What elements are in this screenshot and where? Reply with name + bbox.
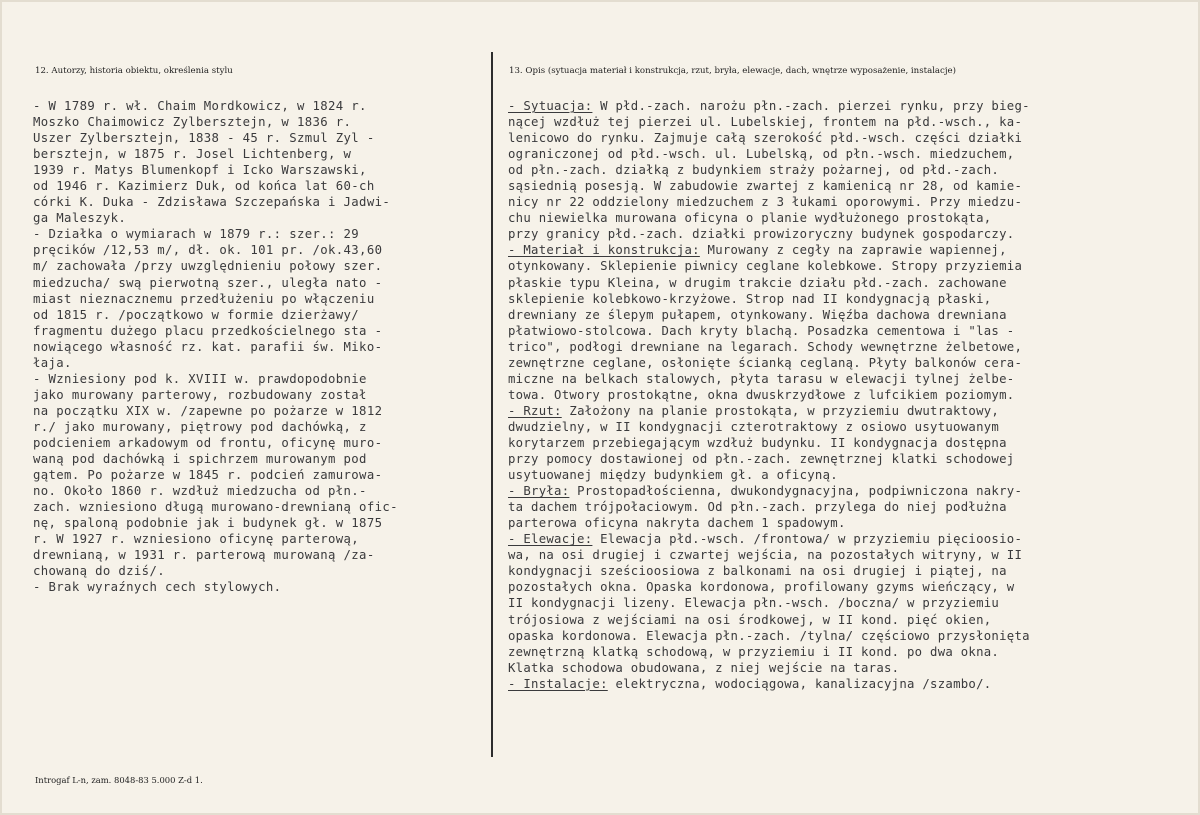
section-heading: - Materiał i konstrukcja: — [508, 243, 700, 258]
description-text-line — [508, 515, 1030, 531]
description-text: przy granicy płd.-zach. działki prowizoryczny budynek gospodarczy. — [508, 227, 1015, 242]
description-text: trico", podłogi drewniane na legarach. Schody wewnętrzne żelbetowe, — [508, 339, 1023, 354]
history-text-line: - Wzniesiony pod k. XVIII w. prawdopodobnie — [33, 371, 367, 386]
history-text-line: jako murowany parterowy, rozbudowany został — [33, 387, 367, 402]
description-text: płatwiowo-stolcowa. Dach kryty blachą. Posadzka cementowa i "las - — [508, 323, 1015, 338]
description-text-line — [508, 178, 1030, 194]
description-text-line — [508, 595, 1030, 611]
description-text-line — [508, 275, 1030, 291]
description-text-line — [508, 483, 1030, 499]
description-text: lenicowo do rynku. Zajmuje całą szerokość płd.-wsch. części działki — [508, 131, 1023, 146]
section-13-header: 13. Opis (sytuacja materiał i konstrukcja, rzut, bryła, elewacje, dach, wnętrze wyposażenie, instalacje) — [509, 66, 956, 76]
description-text: płaskie typu Kleina, w drugim trakcie działu płd.-zach. zachowane — [508, 275, 1007, 290]
description-text-line — [508, 130, 1030, 146]
description-text: usytuowanej między budynkiem gł. a oficyną. — [508, 468, 838, 483]
description-text: ograniczonej od płd.-wsch. ul. Lubelską, od płn.-wsch. miedzuchem, — [508, 147, 1015, 162]
description-text-line — [508, 291, 1030, 307]
description-text-line — [508, 146, 1030, 162]
description-text: trójosiowa z wejściami na osi środkowej, w II kond. pięć okien, — [508, 612, 992, 627]
description-text-line — [508, 242, 1030, 258]
description-text-line — [508, 579, 1030, 595]
description-text-line — [508, 162, 1030, 178]
history-text-line: m/ zachowała /przy uwzględnieniu połowy szer. — [33, 259, 383, 274]
history-text-line: - W 1789 r. wł. Chaim Mordkowicz, w 1824 r. — [33, 99, 367, 113]
history-text-line: miedzucha/ swą pierwotną szer., uległa nato - — [33, 275, 383, 290]
history-text-line: od 1946 r. Kazimierz Duk, od końca lat 60-ch — [33, 179, 375, 194]
section-heading: - Elewacje: — [508, 532, 593, 547]
section-heading: - Rzut: — [508, 403, 562, 418]
description-text-line — [508, 419, 1030, 435]
description-text-line — [508, 307, 1030, 323]
history-text-line: Moszko Chaimowicz Zylbersztejn, w 1836 r. — [33, 115, 352, 130]
description-text-column — [508, 98, 1030, 692]
section-12-header: 12. Autorzy, historia obiektu, określenia stylu — [35, 66, 233, 76]
history-text-line: no. Około 1860 r. wzdłuż miedzucha od płn.- — [33, 484, 367, 499]
description-text-line — [508, 499, 1030, 515]
description-text: opaska kordonowa. Elewacja płn.-zach. /tylna/ częściowo przysłonięta — [508, 628, 1030, 643]
description-text-line — [508, 258, 1030, 274]
history-text-line: ga Maleszyk. — [33, 211, 127, 226]
description-text-line — [508, 371, 1030, 387]
description-text-line — [508, 339, 1030, 355]
description-text: Murowany z cegły na zaprawie wapiennej, — [699, 243, 1007, 258]
print-footer: Introgaf L-n, zam. 8048-83 5.000 Z-d 1. — [35, 775, 203, 785]
description-text: chu niewielka murowana oficyna o planie wydłużonego prostokąta, — [508, 211, 992, 226]
history-text-line: - Brak wyraźnych cech stylowych. — [33, 580, 282, 595]
description-text: parterowa oficyna nakryta dachem 1 spadowym. — [508, 516, 846, 531]
history-text-line: r. W 1927 r. wzniesiono oficynę parterową, — [33, 532, 360, 547]
description-text-line — [508, 660, 1030, 676]
history-text-line: od 1815 r. /początkowo w formie dzierżawy/ — [33, 307, 360, 322]
history-text-line: r./ jako murowany, piętrowy pod dachówką, z — [33, 419, 367, 434]
description-text-line — [508, 435, 1030, 451]
history-text-line: drewnianą, w 1931 r. parterową murowaną /za- — [33, 548, 375, 563]
description-text: Założony na planie prostokąta, w przyziemiu dwutraktowy, — [561, 403, 1000, 418]
section-heading: - Sytuacja: — [508, 99, 593, 113]
description-text: kondygnacji sześcioosiowa z balkonami na osi drugiej i piątej, na — [508, 564, 1007, 579]
description-text: drewniany ze ślepym pułapem, otynkowany. Więźba dachowa drewniana — [508, 307, 1007, 322]
description-text: nącej wzdłuż tej pierzei ul. Lubelskiej, frontem na płd.-wsch., ka- — [508, 115, 1023, 130]
description-text-line — [508, 628, 1030, 644]
description-text-line — [508, 563, 1030, 579]
history-text-column — [33, 98, 398, 595]
history-text-line: łaja. — [33, 355, 72, 370]
description-text-line — [508, 210, 1030, 226]
description-text: elektryczna, wodociągowa, kanalizacyjna /szambo/. — [607, 676, 992, 691]
description-text: zewnętrzną klatką schodową, w przyziemiu i II kond. po dwa okna. — [508, 644, 1000, 659]
history-text-line: - Działka o wymiarach w 1879 r.: szer.: 29 — [33, 227, 360, 242]
description-text-line — [508, 451, 1030, 467]
history-text-line: fragmentu dużego placu przedkościelnego sta - — [33, 323, 383, 338]
description-text-line — [508, 467, 1030, 483]
history-text-line: córki K. Duka - Zdzisława Szczepańska i Jadwi- — [33, 195, 391, 210]
description-text-line — [508, 323, 1030, 339]
description-text: przy pomocy dostawionej od płn.-zach. zewnętrznej klatki schodowej — [508, 452, 1015, 467]
description-text-line — [508, 355, 1030, 371]
history-text-line: podcieniem arkadowym od frontu, oficynę muro- — [33, 435, 383, 450]
history-text-line: na początku XIX w. /zapewne po pożarze w 1812 — [33, 403, 383, 418]
history-text-line: nowiącego własność rz. kat. parafii św. Miko- — [33, 339, 383, 354]
description-text: dwudzielny, w II kondygnacji czterotraktowy z osiowo usytuowanym — [508, 419, 1000, 434]
history-text-line: Uszer Zylbersztejn, 1838 - 45 r. Szmul Zyl - — [33, 131, 375, 146]
history-text-line: gątem. Po pożarze w 1845 r. podcień zamurowa- — [33, 468, 383, 483]
description-text-line — [508, 387, 1030, 403]
description-text: wa, na osi drugiej i czwartej wejścia, na pozostałych witryny, w II — [508, 548, 1023, 563]
history-text-line: bersztejn, w 1875 r. Josel Lichtenberg, w — [33, 147, 352, 162]
history-text-line: waną pod dachówką i spichrzem murowanym pod — [33, 452, 367, 467]
description-text-line — [508, 98, 1030, 114]
description-text-line — [508, 644, 1030, 660]
column-divider — [491, 52, 493, 757]
description-text-line — [508, 531, 1030, 547]
description-text: sklepienie kolebkowo-krzyżowe. Strop nad II kondygnacją płaski, — [508, 291, 992, 306]
description-text-line — [508, 194, 1030, 210]
description-text: nicy nr 22 oddzielony miedzuchem z 3 łukami oporowymi. Przy miedzu- — [508, 195, 1023, 210]
description-text: ta dachem trójpołaciowym. Od płn.-zach. przylega do niej podłużna — [508, 500, 1007, 515]
description-text: korytarzem przebiegającym wzdłuż budynku. II kondygnacja dostępna — [508, 435, 1007, 450]
description-text: otynkowany. Sklepienie piwnicy ceglane kolebkowe. Stropy przyziemia — [508, 259, 1023, 274]
history-text-line: pręcików /12,53 m/, dł. ok. 101 pr. /ok.43,60 — [33, 243, 383, 258]
history-text-line: zach. wzniesiono długą murowano-drewnianą ofic- — [33, 500, 398, 515]
description-text: zewnętrzne ceglane, osłonięte ścianką ceglaną. Płyty balkonów cera- — [508, 355, 1023, 370]
description-text-line — [508, 226, 1030, 242]
description-text: Prostopadłościenna, dwukondygnacyjna, podpiwniczona nakry- — [569, 484, 1023, 499]
description-text-line — [508, 547, 1030, 563]
section-heading: - Bryła: — [508, 484, 570, 499]
description-text: Elewacja płd.-wsch. /frontowa/ w przyziemiu pięcioosio- — [592, 532, 1023, 547]
description-text-line — [508, 676, 1030, 692]
description-text: II kondygnacji lizeny. Elewacja płn.-wsch. /boczna/ w przyziemiu — [508, 596, 1000, 611]
description-text-line — [508, 612, 1030, 628]
history-text-line: miast nieznacznemu przedłużeniu po włączeniu — [33, 291, 375, 306]
section-heading: - Instalacje: — [508, 676, 608, 691]
history-text-line: nę, spaloną podobnie jak i budynek gł. w 1875 — [33, 516, 383, 531]
description-text: Klatka schodowa obudowana, z niej wejście na taras. — [508, 660, 900, 675]
history-text-line: chowaną do dziś/. — [33, 564, 165, 579]
description-text: sąsiednią posesją. W zabudowie zwartej z kamienicą nr 28, od kamie- — [508, 179, 1023, 194]
description-text: miczne na belkach stalowych, płyta tarasu w elewacji tylnej żelbe- — [508, 371, 1015, 386]
description-text: od płn.-zach. działką z budynkiem straży pożarnej, od płd.-zach. — [508, 163, 1000, 178]
description-text-line — [508, 403, 1030, 419]
description-text: pozostałych okna. Opaska kordonowa, profilowany gzyms wieńczący, w — [508, 580, 1015, 595]
description-text-line — [508, 114, 1030, 130]
description-text: towa. Otwory prostokątne, okna dwuskrzydłowe z lufcikiem poziomym. — [508, 387, 1015, 402]
description-text: W płd.-zach. narożu płn.-zach. pierzei rynku, przy bieg- — [592, 99, 1030, 113]
history-text-line: 1939 r. Matys Blumenkopf i Icko Warszawski, — [33, 163, 367, 178]
